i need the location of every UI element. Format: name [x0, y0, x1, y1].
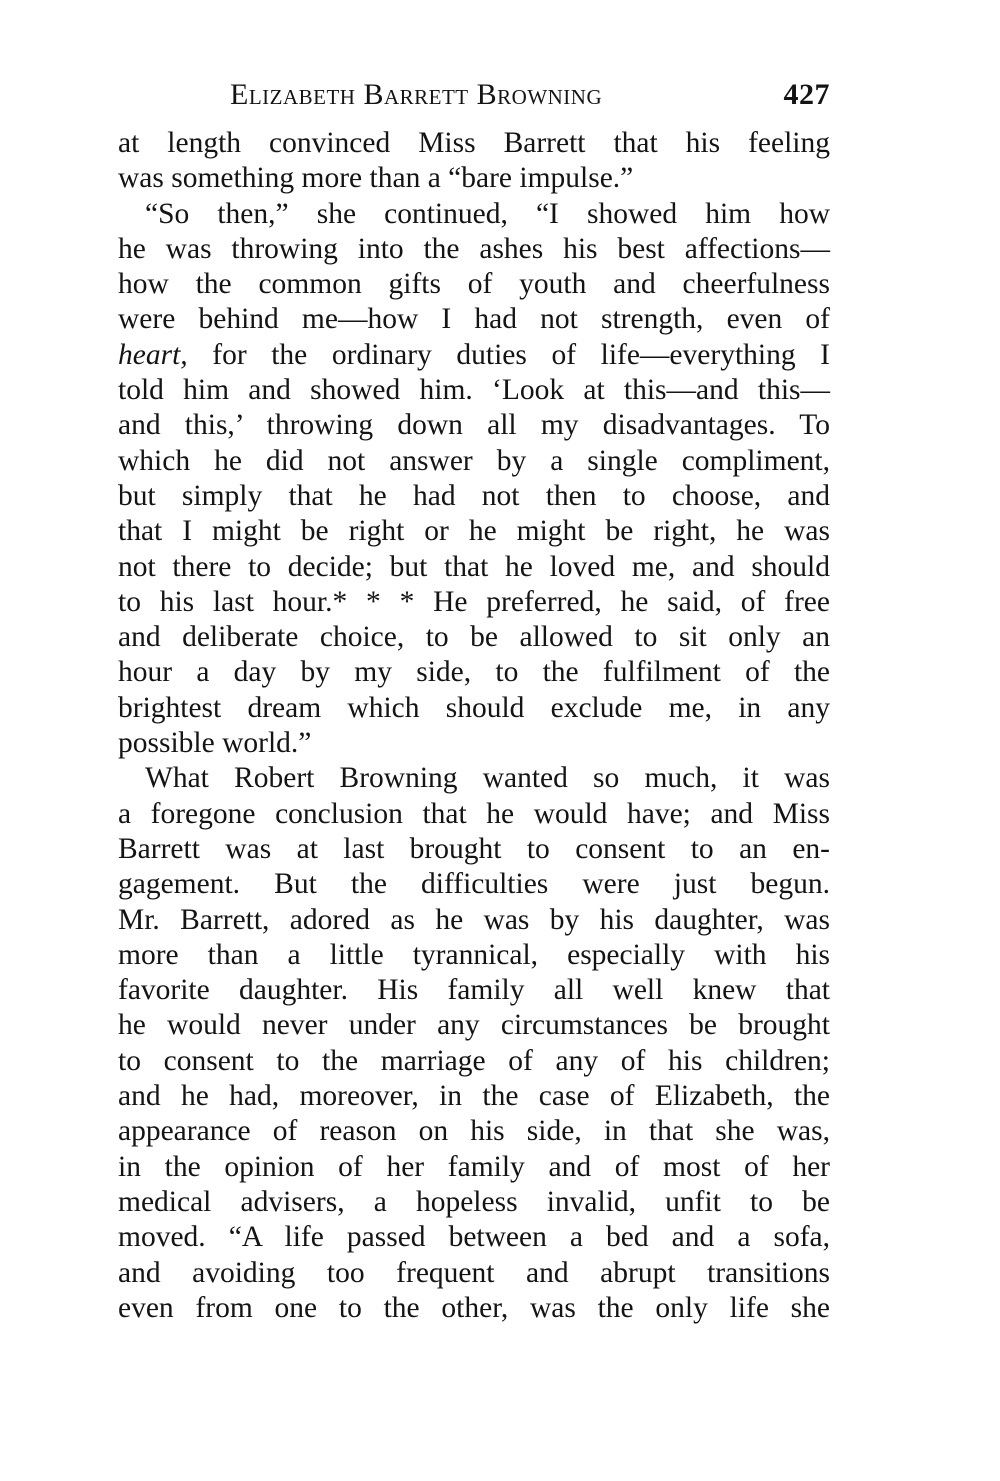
text-line: moved. “A life passed between a bed and a sofa,	[118, 1221, 830, 1254]
text-line: were behind me—how I had not strength, even of	[118, 303, 830, 336]
running-title: Elizabeth Barrett Browning	[230, 78, 603, 111]
text-line: appearance of reason on his side, in that she was,	[118, 1115, 830, 1148]
text-line: he was throwing into the ashes his best affections—	[118, 232, 830, 265]
text-line-with-italic	[118, 338, 830, 373]
text-line: a foregone conclusion that he would have; and Miss	[118, 797, 830, 830]
text-line: to consent to the marriage of any of his children;	[118, 1044, 830, 1077]
text-line: but simply that he had not then to choose, and	[118, 479, 830, 512]
text-line: Mr. Barrett, adored as he was by his daughter, was	[118, 903, 830, 936]
text-line: favorite daughter. His family all well knew that	[118, 974, 830, 1007]
text-line: at length convinced Miss Barrett that his feeling	[118, 127, 830, 159]
text-line: What Robert Browning wanted so much, it was	[145, 762, 830, 795]
text-line: told him and showed him. ‘Look at this—and this—	[118, 374, 830, 407]
text-line: Barrett was at last brought to consent to an en-	[118, 832, 830, 865]
text-line: not there to decide; but that he loved me, and should	[118, 550, 830, 583]
body-text	[118, 126, 830, 1326]
running-head	[118, 78, 830, 118]
text-line-rest: for the ordinary duties of life—everything I	[212, 338, 830, 371]
text-line: and avoiding too frequent and abrupt transitions	[118, 1256, 830, 1289]
text-line: and deliberate choice, to be allowed to sit only an	[118, 621, 830, 654]
text-line: he would never under any circumstances be brought	[118, 1009, 830, 1042]
text-line: in the opinion of her family and of most of her	[118, 1150, 830, 1183]
text-line: was something more than a “bare impulse.”	[118, 162, 634, 195]
text-line: more than a little tyrannical, especially with his	[118, 938, 830, 971]
text-line: hour a day by my side, to the fulfilment of the	[118, 656, 830, 689]
text-line: to his last hour.* * * He preferred, he said, of free	[118, 585, 830, 618]
text-line: gagement. But the difficulties were just begun.	[118, 868, 830, 901]
text-line: which he did not answer by a single compliment,	[118, 444, 830, 477]
text-line: medical advisers, a hopeless invalid, unfit to be	[118, 1185, 830, 1218]
text-line: brightest dream which should exclude me, in any	[118, 691, 830, 724]
text-line: and he had, moreover, in the case of Elizabeth, the	[118, 1080, 830, 1113]
text-line: how the common gifts of youth and cheerfulness	[118, 268, 830, 301]
italic-word: heart,	[118, 338, 188, 371]
text-line: even from one to the other, was the only life she	[118, 1291, 830, 1324]
text-line: and this,’ throwing down all my disadvantages. To	[118, 409, 830, 442]
text-line: possible world.”	[118, 727, 312, 760]
text-line: “So then,” she continued, “I showed him how	[145, 197, 830, 230]
page-number: 427	[783, 78, 830, 111]
text-line: that I might be right or he might be right, he was	[118, 515, 830, 548]
